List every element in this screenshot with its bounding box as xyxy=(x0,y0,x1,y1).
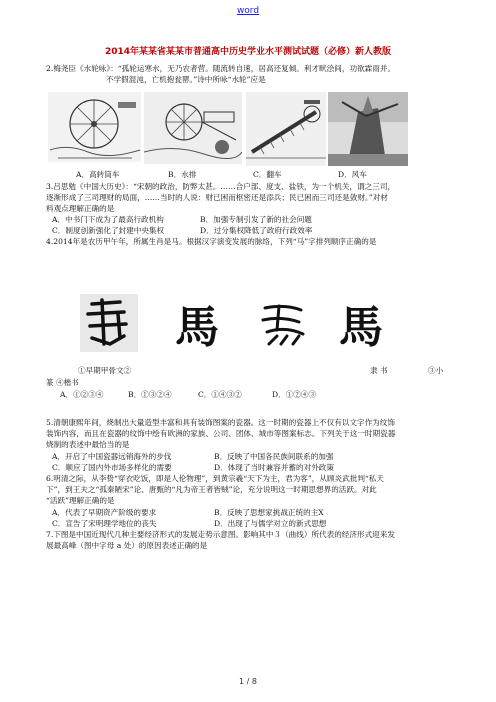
water-wheel-image-d xyxy=(328,92,408,166)
q4-label-cont: 篆 ④楷书 xyxy=(46,378,79,387)
q3-option-d: D．过分集权降低了政府行政效率 xyxy=(200,226,313,235)
q4-option-b: B．①③②④ xyxy=(128,390,172,399)
q3-option-a: A．中书门下成为了最高行政机构 xyxy=(52,215,164,224)
q6-option-b: B．反映了思想家挑战正统的主X xyxy=(214,508,324,517)
horse-seal-glyph xyxy=(255,300,313,350)
water-wheel-image-b xyxy=(144,92,242,164)
chain-pump-drawing xyxy=(246,92,326,166)
page-number: 1 / 8 xyxy=(239,677,257,686)
page-title: 2014年某某省某某市普通高中历史学业水平测试试题（必修）新人教版 xyxy=(104,47,392,57)
q5-option-d: D．体现了当时兼容并蓄的对外政策 xyxy=(214,463,334,472)
q5-stem-line1: 5.清朝康熙年间，烧制出大量造型丰富和具有装饰图案的瓷器。这一时期的瓷器上不仅有以文字作为纹饰 xyxy=(46,418,395,427)
q3-stem-line3: 料观点理解正确的是 xyxy=(46,204,115,213)
q5-option-c: C．顺应了国内外市场多样化的需要 xyxy=(52,463,172,472)
q4-stem: 4.2014年是农历甲午年，所属生肖是马。根据汉字演变发展的脉络，下列“马”字排列顺序正确的是 xyxy=(46,237,377,246)
q6-stem-line2: 下”，到王夫之“孤秦陋宋”论、唐甄的“凡为帝王者皆贼”论，充分说明这一时期思想界的活跃。对此 xyxy=(46,485,377,494)
q4-label-right: ③小 xyxy=(428,366,444,375)
q5-option-b: B．反映了中国各民族间联系的加强 xyxy=(214,452,334,461)
water-bellows-drawing xyxy=(144,92,242,164)
water-wheel-image-a xyxy=(48,92,141,162)
q7-stem-line1: 7.下图是中国近现代几种主要经济形式的发展走势示意图。影响其中３（曲线）所代表的经济形式迎来发 xyxy=(46,530,395,539)
q2-option-d: D．风车 xyxy=(338,170,367,179)
q2-stem-line1: 2.梅尧臣《水轮咏》：“孤轮运寒水，无乃农者营。随流转自速，居高还复倾。利才畎浍间，功欲霖雨并。 xyxy=(46,64,396,73)
q5-option-a: A．开启了中国瓷器远销海外的步伐 xyxy=(52,452,172,461)
q3-option-b: B．加强专制引发了新的社会问题 xyxy=(200,215,312,224)
windmill-photo xyxy=(328,92,408,166)
q6-stem-line3: “活跃”理解正确的是 xyxy=(46,496,115,505)
q6-option-c: C．宣告了宋明理学地位的丧失 xyxy=(52,519,157,528)
clerical-horse-icon xyxy=(168,300,226,350)
q4-label-left: ①早期甲骨文② xyxy=(78,366,132,375)
svg-text:馬: 馬 xyxy=(339,302,383,350)
horse-regular-glyph xyxy=(335,300,387,350)
q3-stem-line2: 逐渐形成了三司理财的局面，……当时的人说：财已困而枢密还是添兵；民已困而三司还是敛财。”对材 xyxy=(46,193,388,202)
water-wheel-image-c xyxy=(246,92,326,166)
horse-oracle-bone-glyph xyxy=(80,294,138,352)
q2-option-b: B．水排 xyxy=(168,170,197,179)
q4-option-d: D．①②④③ xyxy=(272,390,317,399)
q5-stem-line3: 烧制的表述中最恰当的是 xyxy=(46,440,130,449)
oracle-bone-horse-icon xyxy=(80,294,138,352)
q4-label-mid: 隶 书 xyxy=(370,366,388,375)
horse-clerical-glyph xyxy=(168,300,226,350)
q2-option-a: A．高转筒车 xyxy=(76,170,120,179)
q4-option-c: C．①④③② xyxy=(198,390,242,399)
q3-stem-line1: 3.吕思勉《中国大历史》：“宋朝的政治，防弊太甚。……合户部、度支、盐铁，为一个机关，谓之三司， xyxy=(46,182,396,191)
seal-horse-icon xyxy=(255,300,313,350)
q2-stem-line2: 不学假混沌，亡机抱瓮罂。”诗中所咏“水轮”应是 xyxy=(106,75,266,84)
q3-option-c: C．制度创新强化了封建中央集权 xyxy=(52,226,165,235)
q5-stem-line2: 装饰内容，而且在瓷器的纹饰中绘有欧洲的家族、公司、团体、城市等图案标志。下列关于这一时期瓷器 xyxy=(46,429,396,438)
q4-option-a: A．①②③④ xyxy=(60,390,104,399)
bamboo-wheel-drawing xyxy=(48,92,141,162)
q6-option-d: D．出现了与儒学对立的新式思想 xyxy=(214,519,327,528)
q7-stem-line2: 展最高峰（图中字母 a 处）的原因表述正确的是 xyxy=(46,541,208,550)
svg-text:馬: 馬 xyxy=(175,302,219,350)
word-link[interactable]: word xyxy=(236,6,260,16)
q2-option-c: C．翻车 xyxy=(253,170,282,179)
regular-horse-icon xyxy=(335,300,387,350)
q6-option-a: A．代表了早期资产阶级的要求 xyxy=(52,508,157,517)
q6-stem-line1: 6.明清之际，从李贽“穿衣吃饭，即是人伦物理”，到黄宗羲“天下为主，君为客”，从顾炎武批判“私天 xyxy=(46,474,384,483)
